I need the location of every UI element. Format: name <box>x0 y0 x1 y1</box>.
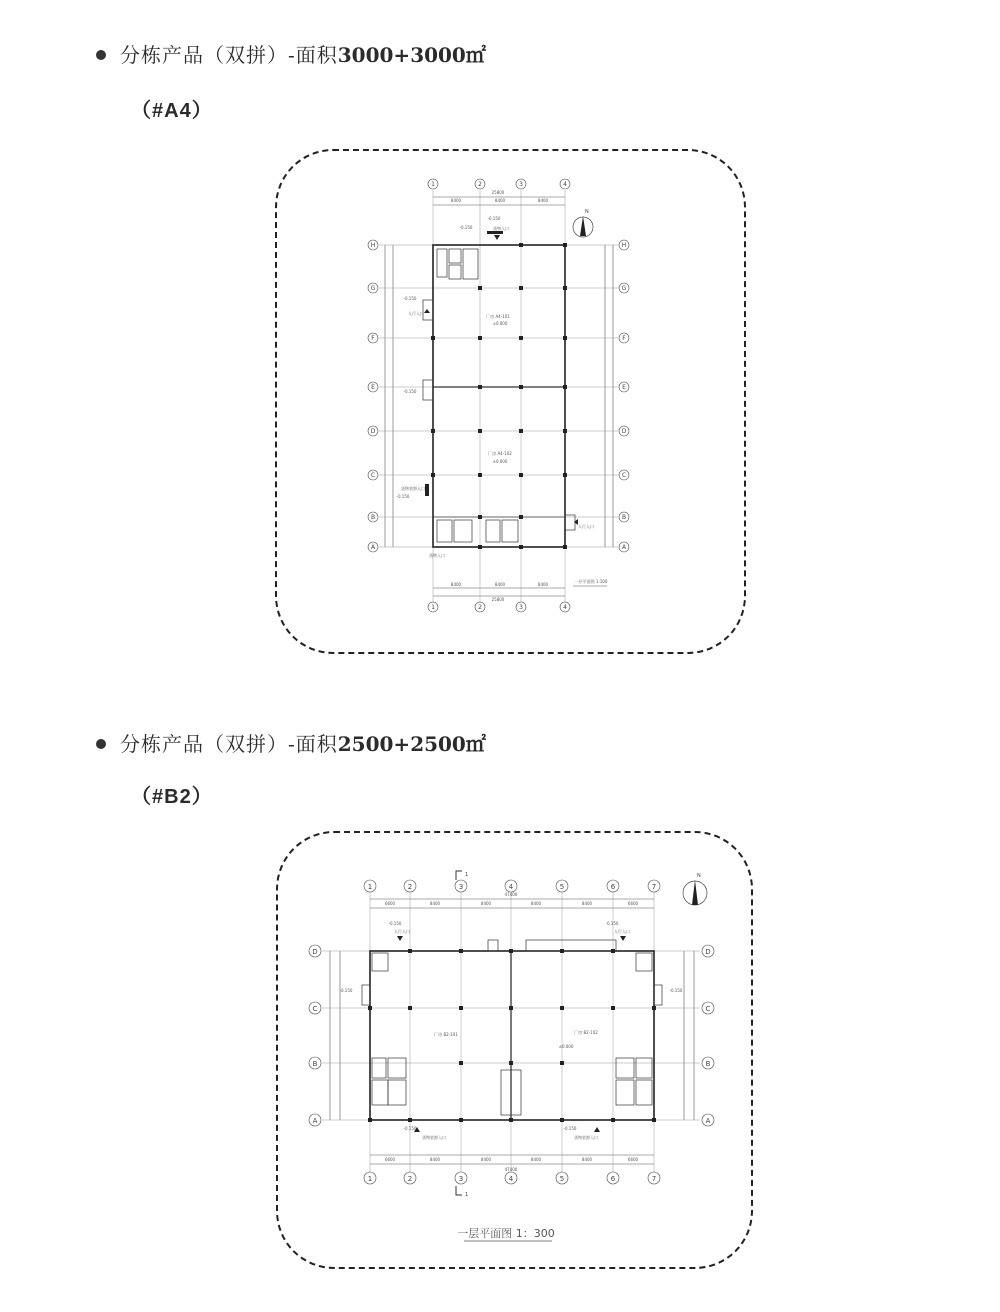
dim-total: 25800 <box>491 190 505 195</box>
entry-label: 人行入口 <box>408 311 424 316</box>
level-mark: ±0.000 <box>558 1044 574 1049</box>
entry-label: 货物入口 <box>429 553 445 558</box>
section-a4-area: 3000+3000㎡ <box>337 43 486 67</box>
north-arrow-icon <box>683 873 707 905</box>
section-b2-code: （#B2） <box>131 786 213 808</box>
level-mark: -0.150 <box>403 1126 417 1131</box>
axis-label: G <box>370 285 376 292</box>
axis-label: 6 <box>610 883 616 891</box>
axis-label: 2 <box>478 181 482 188</box>
axis-label: H <box>370 242 376 249</box>
level-mark: -0.150 <box>563 1126 577 1131</box>
axis-label: D <box>312 948 318 956</box>
entry-label: 人行入口 <box>578 524 594 529</box>
axis-label: C <box>312 1005 318 1013</box>
section-a4-heading-text: 分栋产品（双拼）-面积 <box>120 43 338 67</box>
axis-label: B <box>370 514 376 521</box>
axis-label: B <box>705 1060 711 1068</box>
axis-label: D <box>705 948 711 956</box>
entry-label: 货物入口 <box>493 226 509 231</box>
entry-label: 货物装卸入口 <box>401 486 425 491</box>
entry-label: 货物装卸入口 <box>574 1135 598 1140</box>
axis-label: E <box>371 384 375 391</box>
axis-label: D <box>370 428 376 435</box>
dim-total: 47400 <box>504 1167 518 1172</box>
plan-title: 一层平面图 1:100 <box>574 579 608 584</box>
level-mark: -0.150 <box>459 225 473 230</box>
section-a4-code: （#A4） <box>131 100 213 122</box>
dim-total: 47400 <box>504 892 518 897</box>
dim-span: 8400 <box>537 582 549 587</box>
level-mark: -0.150 <box>388 921 402 926</box>
dim-span: 6600 <box>627 901 639 906</box>
room-label: 厂房 B2-101 <box>434 1032 458 1037</box>
dim-span: 8400 <box>537 198 549 203</box>
axis-label: C <box>705 1005 711 1013</box>
level-mark: -0.150 <box>403 389 417 394</box>
axis-label: 5 <box>559 883 565 891</box>
axis-label: 3 <box>519 181 523 188</box>
dim-span: 8400 <box>450 582 462 587</box>
axis-label: B <box>621 514 627 521</box>
section-cut-label: 1 <box>465 872 469 878</box>
axis-label: 4 <box>563 181 567 188</box>
level-mark: ±0.000 <box>492 459 508 464</box>
level-mark: -0.150 <box>339 988 353 993</box>
level-mark: ±0.000 <box>492 321 508 326</box>
entry-label: 人行入口 <box>394 929 410 934</box>
room-label: 厂房 B2-102 <box>574 1030 598 1035</box>
axis-label: A <box>370 544 376 551</box>
axis-label: C <box>370 472 376 479</box>
axis-label: D <box>621 428 627 435</box>
axis-label: 2 <box>407 883 413 891</box>
plan-title: 一层平面图 1：300 <box>457 1227 555 1240</box>
dim-span: 6600 <box>627 1157 639 1162</box>
level-mark: -0.150 <box>396 494 410 499</box>
axis-label: G <box>621 285 627 292</box>
level-mark: -0.150 <box>605 921 619 926</box>
section-b2-heading-text: 分栋产品（双拼）-面积 <box>120 732 338 756</box>
dim-span: 8400 <box>581 901 593 906</box>
axis-label: 5 <box>559 1175 565 1183</box>
room-label: 厂房 A4-101 <box>486 314 510 319</box>
axis-label: B <box>312 1060 318 1068</box>
north-label: N <box>585 209 589 215</box>
dim-span: 8400 <box>530 901 542 906</box>
axis-label: 1 <box>367 883 373 891</box>
dim-span: 8400 <box>581 1157 593 1162</box>
dim-total: 25800 <box>491 597 505 602</box>
dim-span: 8400 <box>480 901 492 906</box>
axis-label: 1 <box>431 181 435 188</box>
axis-label: 7 <box>651 1175 657 1183</box>
axis-label: 6 <box>610 1175 616 1183</box>
dim-span: 8400 <box>429 1157 441 1162</box>
axis-label: H <box>621 242 627 249</box>
axis-label: A <box>312 1117 318 1125</box>
axis-label: 4 <box>508 883 514 891</box>
dim-span: 8400 <box>429 901 441 906</box>
north-label: N <box>697 873 701 879</box>
axis-label: 1 <box>367 1175 373 1183</box>
axis-label: F <box>371 335 375 342</box>
level-mark: -0.150 <box>487 216 501 221</box>
axis-label: F <box>622 335 626 342</box>
axis-label: 3 <box>458 883 464 891</box>
dim-span: 8400 <box>450 198 462 203</box>
axis-label: 4 <box>508 1175 514 1183</box>
axis-label: 4 <box>563 604 567 611</box>
dim-span: 6600 <box>384 1157 396 1162</box>
entry-label: 人行入口 <box>614 929 630 934</box>
axis-label: 2 <box>407 1175 413 1183</box>
dim-span: 6600 <box>384 901 396 906</box>
room-label: 厂房 A4-102 <box>488 451 512 456</box>
dim-span: 8400 <box>494 582 506 587</box>
axis-label: 2 <box>478 604 482 611</box>
level-mark: -0.150 <box>669 988 683 993</box>
axis-label: 7 <box>651 883 657 891</box>
axis-label: A <box>705 1117 711 1125</box>
section-b2-area: 2500+2500㎡ <box>337 732 486 756</box>
axis-label: 3 <box>458 1175 464 1183</box>
dim-span: 8400 <box>480 1157 492 1162</box>
axis-label: 3 <box>519 604 523 611</box>
level-mark: -0.150 <box>403 296 417 301</box>
section-cut-label: 1 <box>465 1192 469 1198</box>
axis-label: C <box>621 472 627 479</box>
axis-label: A <box>621 544 627 551</box>
axis-label: 1 <box>431 604 435 611</box>
axis-label: E <box>622 384 626 391</box>
dim-span: 8400 <box>530 1157 542 1162</box>
dim-span: 8400 <box>494 198 506 203</box>
entry-label: 货物装卸入口 <box>422 1135 446 1140</box>
